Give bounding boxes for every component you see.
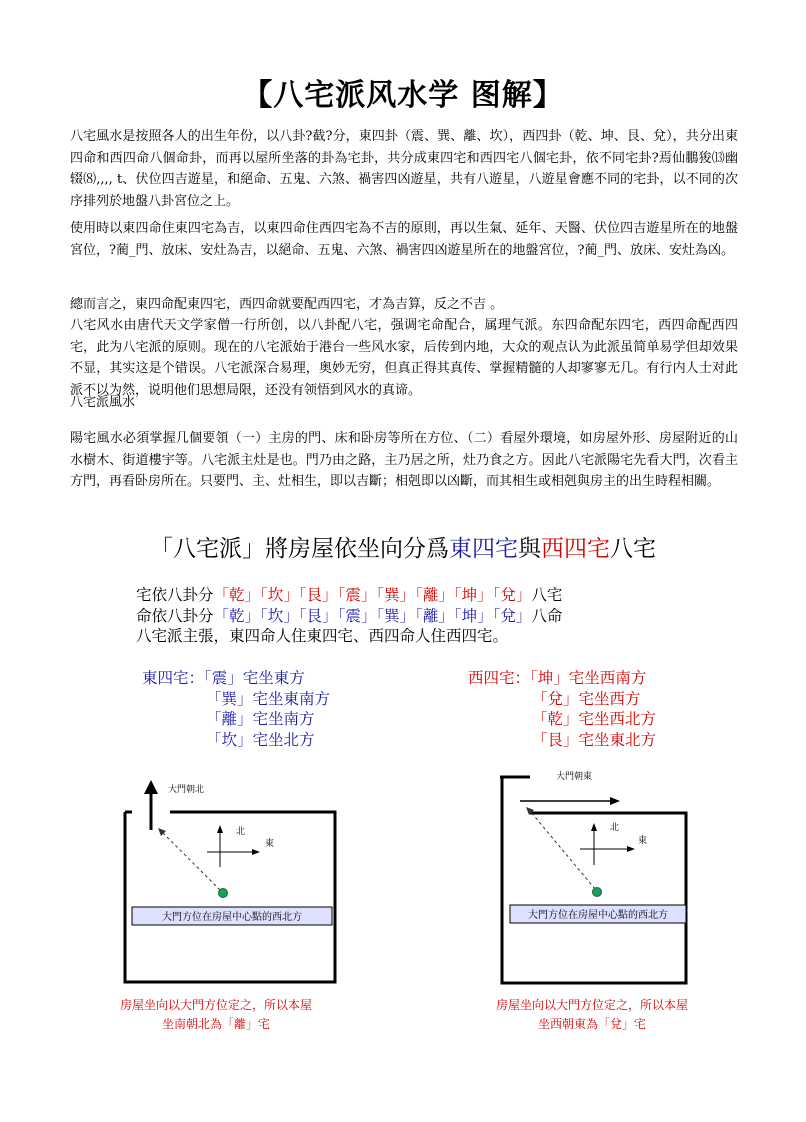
caption-line: 坐南朝北為「離」宅 bbox=[161, 1017, 270, 1031]
trigram: 「巽」 bbox=[376, 586, 416, 604]
paragraph-3: 總而言之，東四命配東四宅，西四命就要配西四宅，才為吉算，反之不吉 。 bbox=[70, 297, 504, 312]
trigram: 「離」 bbox=[415, 606, 454, 625]
trigram: 「兌」 bbox=[492, 606, 532, 625]
east-desc: 宅坐南方 bbox=[252, 710, 315, 728]
house-trigram-line bbox=[136, 585, 562, 606]
east-desc: 宅坐東方 bbox=[242, 669, 305, 687]
line-prefix: 宅依八卦分 bbox=[136, 586, 214, 604]
house-wall bbox=[502, 777, 686, 983]
section-title-west: 西四宅 bbox=[541, 536, 610, 562]
west-label: 西四宅： bbox=[468, 669, 531, 687]
trigram: 「艮」 bbox=[298, 586, 338, 604]
door-label: 大門朝北 bbox=[168, 785, 205, 795]
trigram: 「乾」 bbox=[213, 606, 261, 625]
east-desc: 宅坐北方 bbox=[252, 730, 315, 749]
section-title-east: 東四宅 bbox=[449, 536, 518, 562]
trigram: 「巽」 bbox=[376, 606, 416, 625]
west-desc: 宅坐西南方 bbox=[568, 669, 647, 687]
dashed-sightline bbox=[162, 832, 220, 890]
trigram-lines bbox=[136, 585, 562, 647]
trigram: 「震」 bbox=[337, 606, 377, 625]
trigram: 「坤」 bbox=[453, 606, 493, 625]
rule-line: 八宅派主張，東四命人住東四宅、西四命人住西四宅。 bbox=[136, 627, 509, 645]
west-trigram: 「坤」 bbox=[530, 669, 569, 687]
paragraph-5: 八宅派風水 bbox=[70, 395, 136, 410]
door-arrow-head bbox=[144, 780, 158, 794]
door-arrow-head bbox=[610, 797, 620, 805]
caption-line: 坐西朝東為「兌」宅 bbox=[537, 1017, 646, 1031]
caption-line: 房屋坐向以大門方位定之，所以本屋 bbox=[119, 998, 312, 1012]
line-suffix: 八命 bbox=[531, 606, 563, 625]
east-trigram: 「巽」 bbox=[206, 689, 253, 708]
east-label: 東 bbox=[265, 839, 275, 849]
compass-east-head bbox=[627, 846, 635, 852]
center-point bbox=[219, 889, 228, 898]
east-desc: 宅坐東南方 bbox=[252, 689, 331, 708]
trigram: 「離」 bbox=[415, 586, 454, 604]
east-four-houses bbox=[142, 668, 330, 750]
compass-north-head bbox=[591, 823, 597, 831]
compass-north-head bbox=[217, 825, 223, 833]
paragraph-4: 八宅风水由唐代天文学家僧一行所创，以八卦配八宅，强调宅命配合，属理气派。东四命配东四宅，西四命配西四宅，此为八宅派的原则。现在的八宅派始于港台一些风水家，后传到内地，大众的观点认为此派虽简单易学但却效果不显，其实这是个错误。八宅派深合易理，奥妙无穷，但真正得其真传、掌握精髓的人却寥寥无几。有行内人士对此派不以为然，说明他们思想局限，还没有领悟到风水的真谛。 bbox=[70, 318, 738, 398]
line-prefix: 命依八卦分 bbox=[136, 606, 214, 625]
diagram-caption-2 bbox=[442, 996, 742, 1034]
paragraph-6: 陽宅風水必須掌握几個要領（一）主房的門、床和卧房等所在方位、（二）看屋外環境，如房屋外形、房屋附近的山水樹木、街道樓宇等。八宅派主灶是也。門乃由之路，主乃居之所，灶乃食之方。因此八宅派陽宅先看大門，次看主方門，再看卧房所在。只要門、主、灶相生，即以吉斷；相剋即以凶斷，而其相生或相剋與房主的出生時程相關。 bbox=[70, 431, 738, 489]
trigram: 「乾」 bbox=[213, 586, 261, 604]
west-trigram: 「艮」 bbox=[532, 730, 579, 749]
east-label: 東四宅： bbox=[142, 669, 205, 687]
page-title: 【八宅派风水学 图解】 bbox=[242, 78, 564, 113]
trigram: 「坎」 bbox=[260, 586, 299, 604]
compass-east-head bbox=[252, 849, 260, 855]
east-trigram: 「離」 bbox=[206, 710, 253, 728]
trigram: 「兌」 bbox=[492, 586, 532, 604]
west-four-houses bbox=[468, 668, 656, 750]
west-trigram: 「兌」 bbox=[532, 689, 579, 708]
house-wall bbox=[125, 812, 335, 982]
dashed-sightline bbox=[530, 811, 595, 889]
east-label: 東 bbox=[638, 836, 648, 846]
west-desc: 宅坐東北方 bbox=[578, 730, 657, 749]
north-label: 北 bbox=[610, 823, 620, 833]
north-label: 北 bbox=[236, 827, 246, 837]
paragraph-2: 使用時以東四命住東四宅為吉，以東四命住西四宅為不吉的原則，再以生氣、延年、天醫、伏位四吉遊星所在的地盤宮位，?蔺_門、放床、安灶為吉，以絕命、五鬼、六煞、禍害四凶遊星所在的地盤宮位，?蔺_門、放床、安灶為凶。 bbox=[70, 221, 738, 258]
west-trigram: 「乾」 bbox=[532, 710, 579, 728]
section-title-part: 「八宅派」將房屋依坐向分爲 bbox=[150, 536, 449, 562]
section-title-part: 八宅 bbox=[610, 536, 656, 562]
paragraph-1: 八宅風水是按照各人的出生年份，以八卦?截?分，東四卦（震、巽、離、坎），西四卦（乾、坤、艮、兌），共分出東四命和西四命八個命卦，而再以屋所坐落的卦為宅卦，共分成東四宅和西四宅八個宅卦，依不同宅卦?焉仙鵬狻⒀幽辍⑻,,,, t、伏位四吉遊星，和絕命、五鬼、六煞、禍害四凶遊星，共有八遊星，八遊星會應不同的宅卦，以不同的次序排列於地盤八卦宮位之上。 bbox=[70, 129, 738, 209]
west-desc: 宅坐西北方 bbox=[578, 710, 657, 728]
position-box-label: 大門方位在房屋中心點的西北方 bbox=[162, 912, 302, 923]
position-box-label: 大門方位在房屋中心點的西北方 bbox=[528, 910, 668, 921]
east-trigram: 「震」 bbox=[204, 669, 243, 687]
caption-line: 房屋坐向以大門方位定之，所以本屋 bbox=[495, 998, 688, 1012]
section-title-part: 與 bbox=[518, 536, 541, 562]
life-trigram-line bbox=[136, 606, 562, 627]
house-diagram-east-door bbox=[490, 765, 700, 990]
house-diagram-north-door bbox=[110, 770, 350, 990]
center-point bbox=[593, 888, 602, 897]
trigram: 「震」 bbox=[337, 586, 377, 604]
east-trigram: 「坎」 bbox=[206, 730, 253, 749]
trigram: 「艮」 bbox=[298, 606, 338, 625]
section-title bbox=[0, 530, 806, 563]
line-suffix: 八宅 bbox=[531, 586, 563, 604]
west-desc: 宅坐西方 bbox=[578, 689, 641, 708]
door-label: 大門朝東 bbox=[556, 772, 593, 782]
diagram-caption-1 bbox=[66, 996, 366, 1034]
trigram: 「坤」 bbox=[453, 586, 493, 604]
trigram: 「坎」 bbox=[260, 606, 299, 625]
